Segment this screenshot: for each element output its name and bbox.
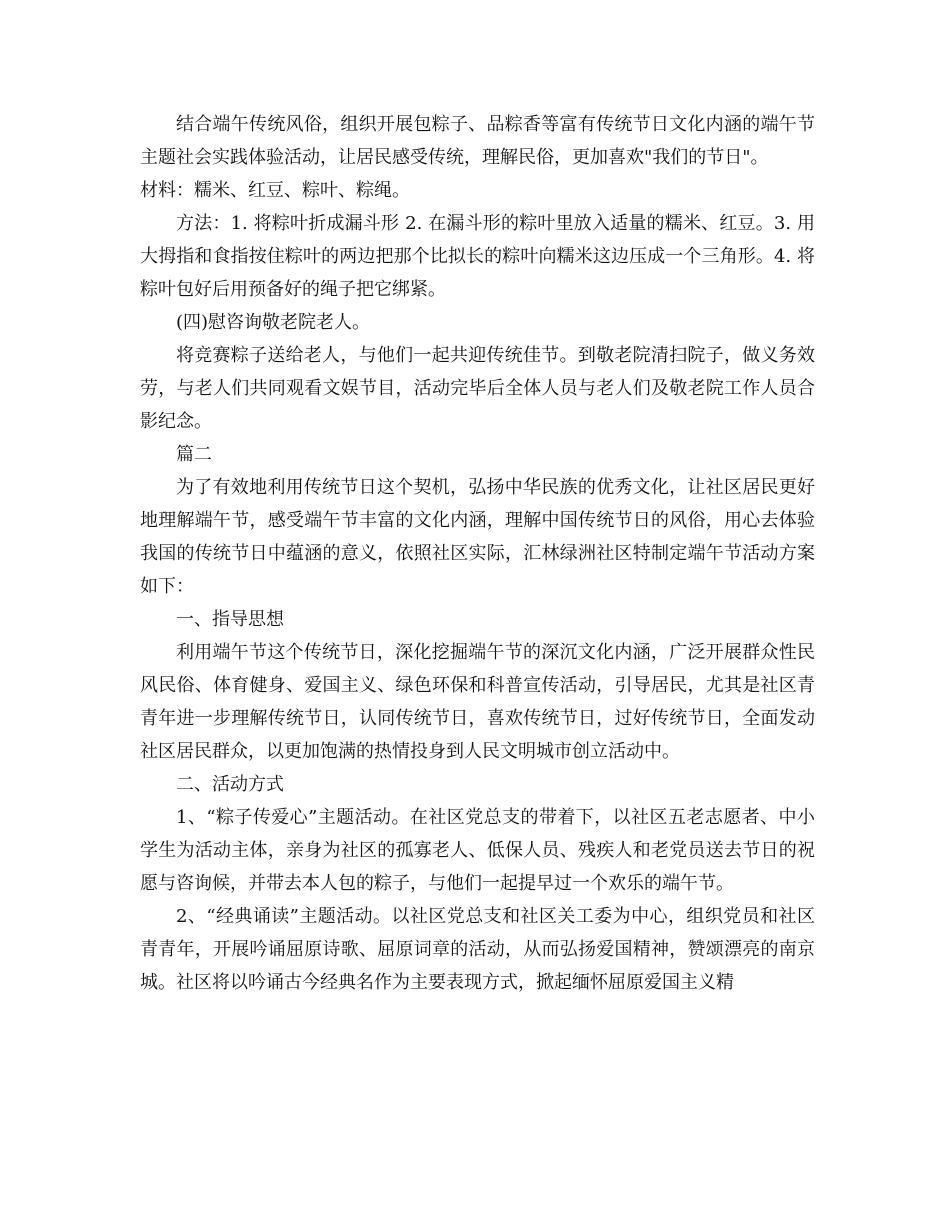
heading-guiding-ideology: 一、指导思想 [176,609,284,630]
paragraph-activity-two: 2、“经典诵读”主题活动。以社区党总支和社区关工委为中心，组织党员和社区青青年，开展吟诵屈原诗歌、屈原词章的活动，从而弘扬爱国精神，赞颂漂亮的南京城。社区将以吟诵古今经典名作为主要表现方式，掀起缅怀屈原爱国主义精 [140,906,815,993]
document-body [140,108,815,999]
heading-activity-methods: 二、活动方式 [176,774,284,795]
paragraph-materials: 材料：糯米、红豆、粽叶、粽绳。 [140,180,410,201]
paragraph-visit-elderly: 将竞赛粽子送给老人，与他们一起共迎传统佳节。到敬老院清扫院子，做义务效劳，与老人们共同观看文娱节目，活动完毕后全体人员与老人们及敬老院工作人员合影纪念。 [140,345,815,432]
paragraph-method: 方法：1. 将粽叶折成漏斗形 2. 在漏斗形的粽叶里放入适量的糯米、红豆。3. 用大拇指和食指按住粽叶的两边把那个比拟长的粽叶向糯米这边压成一个三角形。4. 将粽叶包好后用预备好的绳子把它绑紧。 [140,213,815,300]
paragraph-intro: 结合端午传统风俗，组织开展包粽子、品粽香等富有传统节日文化内涵的端午节主题社会实践体验活动，让居民感受传统，理解民俗，更加喜欢"我们的节日"。 [140,114,815,168]
paragraph-guiding-ideology: 利用端午节这个传统节日，深化挖掘端午节的深沉文化内涵，广泛开展群众性民风民俗、体育健身、爱国主义、绿色环保和科普宣传活动，引导居民，尤其是社区青青年进一步理解传统节日，认同传统节日，喜欢传统节日，过好传统节日，全面发动社区居民群众，以更加饱满的热情投身到人民文明城市创立活动中。 [140,642,815,762]
heading-part-two: 篇二 [176,444,212,465]
paragraph-purpose: 为了有效地利用传统节日这个契机，弘扬中华民族的优秀文化，让社区居民更好地理解端午节，感受端午节丰富的文化内涵，理解中国传统节日的风俗，用心去体验我国的传统节日中蕴涵的意义，依照社区实际，汇林绿洲社区特制定端午节活动方案如下： [140,477,815,597]
heading-visit-elderly: (四)慰咨询敬老院老人。 [176,312,371,333]
paragraph-activity-one: 1、“粽子传爱心”主题活动。在社区党总支的带着下，以社区五老志愿者、中小学生为活动主体，亲身为社区的孤寡老人、低保人员、残疾人和老党员送去节日的祝愿与咨询候，并带去本人包的粽子，与他们一起提早过一个欢乐的端午节。 [140,807,815,894]
